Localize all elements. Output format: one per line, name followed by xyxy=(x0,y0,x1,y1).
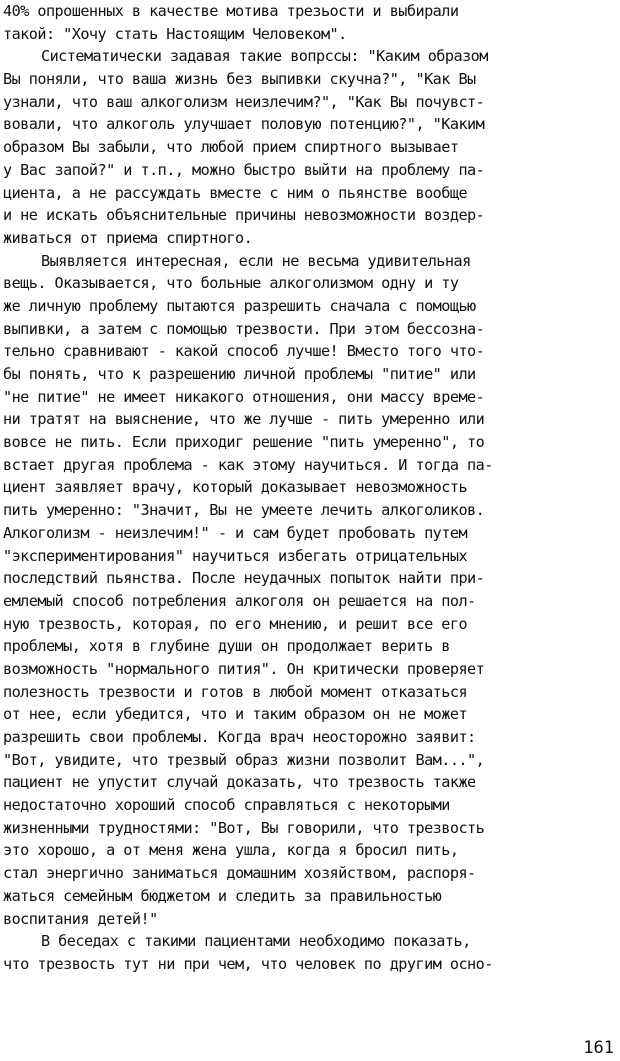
text-line: циент заявляет врачу, который доказывает невозможность xyxy=(3,478,468,497)
text-line: жаться семейным бюджетом и следить за правильностью xyxy=(3,886,442,905)
text-line: это хорошо, а от меня жена ушла, когда я бросил пить, xyxy=(3,841,459,860)
text-line: тельно сравнивают - какой способ лучше! Вместо того что- xyxy=(3,342,485,361)
text-line: "Вот, увидите, что трезвый образ жизни позволит Вам...", xyxy=(3,750,485,769)
text-line: последствий пьянства. После неудачных попыток найти при- xyxy=(3,569,485,588)
text-line: такой: "Хочу стать Настоящим Человеком". xyxy=(3,24,347,43)
text-line: образом Вы забыли, что любой прием спиртного вызывает xyxy=(3,138,459,157)
text-line: бы понять, что к разрешению личной проблемы "питие" или xyxy=(3,365,476,383)
text-line: емлемый способ потребления алкоголя он решается на пол- xyxy=(3,591,476,610)
text-line: воспитания детей!" xyxy=(3,909,158,928)
text-line: пить умеренно: "Значит, Вы не умеете лечить алкоголиков. xyxy=(3,501,485,520)
text-line: Вы поняли, что ваша жизнь без выпивки скучна?", "Как Вы xyxy=(3,70,476,89)
text-line: разрешить свои проблемы. Когда врач неосторожно заявит: xyxy=(3,728,476,746)
text-line: и не искать объяснительные причины невозможности воздер- xyxy=(3,206,485,225)
text-line: жизненными трудностями: "Вот, Вы говорили, что трезвость xyxy=(3,818,485,837)
text-line: "не питие" не имеет никакого отношения, они массу време- xyxy=(3,387,485,406)
text-line: у Вас запой?" и т.п., можно быстро выйти на проблему па- xyxy=(3,160,485,179)
text-line: проблемы, хотя в глубине души он продолжает верить в xyxy=(3,637,450,656)
text-line: полезность трезвости и готов в любой момент отказаться xyxy=(3,682,468,701)
text-line: от нее, если убедится, что и таким образом он не может xyxy=(3,705,468,724)
page-body-text xyxy=(3,0,617,976)
text-line: же личную проблему пытаются разрешить сначала с помощью xyxy=(3,296,476,315)
text-line: Алкоголизм - неизлечим!" - и сам будет пробовать путем xyxy=(3,523,468,542)
text-line: В беседах с такими пациентами необходимо показать, xyxy=(41,932,471,951)
page-number: 161 xyxy=(583,1038,614,1058)
text-line: вовали, что алкоголь улучшает половую потенцию?", "Каким xyxy=(3,115,485,134)
text-line: вещь. Оказывается, что больные алкоголизмом одну и ту xyxy=(3,274,459,293)
text-line: вовсе не пить. Если приходиг решение "пить умеренно", то xyxy=(3,433,485,452)
text-line: циента, а не рассуждать вместе с ним о пьянстве вообще xyxy=(3,183,468,202)
text-line: возможность "нормального пития". Он критически проверяет xyxy=(3,659,485,678)
text-line: ную трезвость, которая, по его мнению, и решит все его xyxy=(3,614,468,633)
text-line: живаться от приема спиртного. xyxy=(3,228,253,247)
text-line: узнали, что ваш алкоголизм неизлечим?", "Как Вы почувст- xyxy=(3,92,485,111)
text-line: встает другая проблема - как этому научиться. И тогда па- xyxy=(3,455,493,474)
text-line: что трезвость тут ни при чем, что человек по другим осно- xyxy=(3,954,493,973)
text-line: ни тратят на выяснение, что же лучше - пить умеренно или xyxy=(3,410,485,429)
text-line: Выявляется интересная, если не весьма удивительная xyxy=(41,251,471,270)
text-line: "экспериментирования" научиться избегать отрицательных xyxy=(3,546,468,565)
text-line: стал энергично заниматься домашним хозяйством, распоря- xyxy=(3,864,476,883)
text-line: 40% опрошенных в качестве мотива трезьости и выбирали xyxy=(3,2,459,20)
text-line: пациент не упустит случай доказать, что трезвость также xyxy=(3,773,476,792)
text-line: недостаточно хороший способ справляться с некоторыми xyxy=(3,796,450,815)
text-line: Систематически задавая такие вопрссы: "Каким образом xyxy=(41,47,488,66)
text-line: выпивки, а затем с помощью трезвости. При этом бессозна- xyxy=(3,319,485,338)
